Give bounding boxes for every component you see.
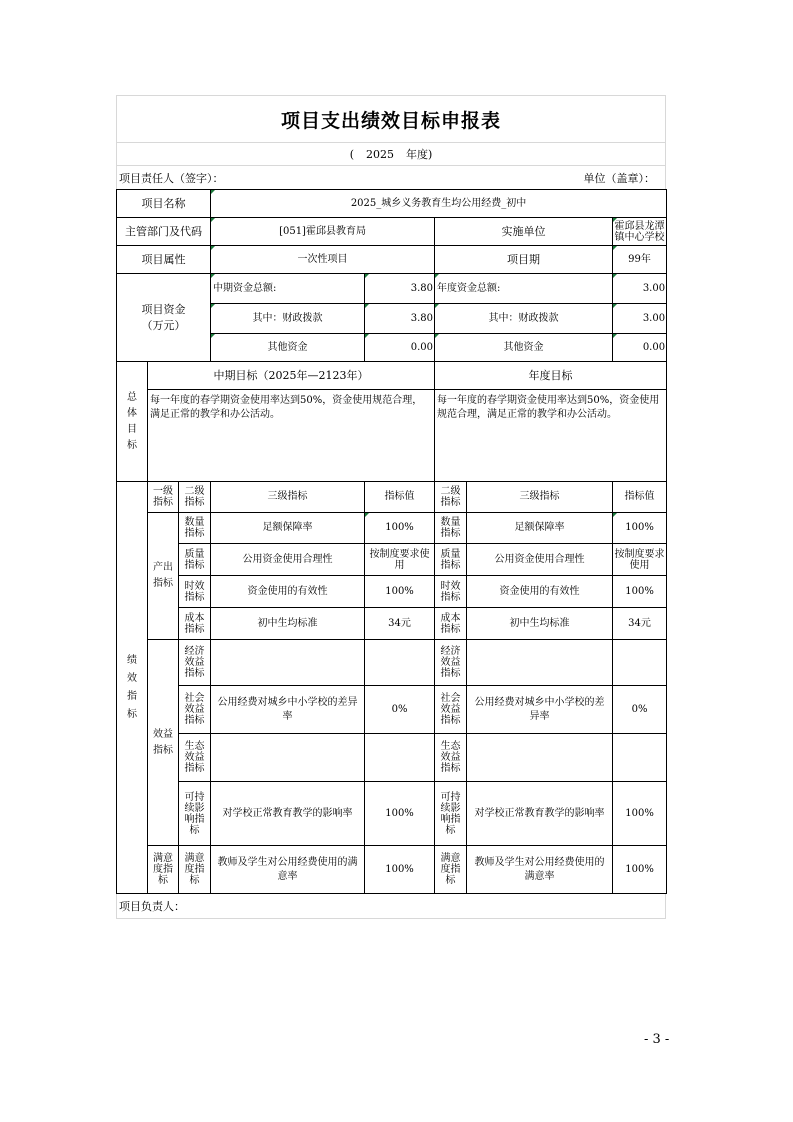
project-leader-row [116, 894, 666, 919]
row-value: 100% [365, 576, 435, 608]
annual-fiscal-value: 3.00 [613, 304, 667, 334]
row-l2-annual: 生态 效益 指标 [435, 734, 467, 782]
row-value: 100% [365, 846, 435, 894]
row-l3-annual [467, 734, 613, 782]
row-l3: 初中生均标准 [211, 608, 365, 640]
row-value-annual: 按制度要求 使用 [613, 544, 667, 576]
row-value-annual: 34元 [613, 608, 667, 640]
row-value-annual: 100% [613, 576, 667, 608]
row-l2-annual: 质量 指标 [435, 544, 467, 576]
mid-fiscal-value: 3.80 [365, 304, 435, 334]
annual-total-value: 3.00 [613, 274, 667, 304]
row-value [365, 640, 435, 686]
row-l3-annual: 教师及学生对公用经费使用的 满意率 [467, 846, 613, 894]
row-l2: 社会 效益 指标 [179, 686, 211, 734]
year-suffix: 年度) [406, 148, 433, 161]
row-l2-annual: 时效 指标 [435, 576, 467, 608]
row-value: 按制度要求使 用 [365, 544, 435, 576]
row-l2-annual: 社会 效益 指标 [435, 686, 467, 734]
mid-goal-text: 每一年度的春学期资金使用率达到50%，资金使用规范合理，满足正常的教学和办公活动。 [148, 390, 435, 482]
form-table [116, 189, 667, 894]
row-l2-annual: 满意 度指 标 [435, 846, 467, 894]
form-title: 项目支出绩效目标申报表 [116, 95, 666, 142]
row-value: 34元 [365, 608, 435, 640]
impl-unit-value: 霍邱县龙潭镇中心学校 [613, 218, 667, 246]
header-level2: 二级 指标 [179, 482, 211, 513]
year-paren: ( [349, 147, 354, 161]
row-value-annual: 100% [613, 513, 667, 544]
row-value [365, 734, 435, 782]
row-l3: 公用经费对城乡中小学校的差异 率 [211, 686, 365, 734]
row-l3-annual: 资金使用的有效性 [467, 576, 613, 608]
row-value-annual: 100% [613, 782, 667, 846]
row-l2: 数量 指标 [179, 513, 211, 544]
project-leader-label: 项目负责人： [119, 900, 185, 913]
row-l3 [211, 734, 365, 782]
impl-unit-label: 实施单位 [435, 218, 613, 246]
mid-other-value: 0.00 [365, 334, 435, 362]
row-value-annual [613, 640, 667, 686]
row-value: 100% [365, 513, 435, 544]
row-l3: 资金使用的有效性 [211, 576, 365, 608]
row-l3-annual [467, 640, 613, 686]
row-value-annual: 0% [613, 686, 667, 734]
benefit-indicator-label: 效益 指标 [148, 640, 179, 846]
row-l2: 时效 指标 [179, 576, 211, 608]
row-l2-annual: 数量 指标 [435, 513, 467, 544]
annual-other-value: 0.00 [613, 334, 667, 362]
signature-row [116, 165, 666, 189]
annual-goal-header: 年度目标 [435, 362, 667, 390]
fiscal-year-row [116, 142, 666, 165]
output-indicator-label: 产出 指标 [148, 513, 179, 640]
header-value-annual: 指标值 [613, 482, 667, 513]
project-name-label: 项目名称 [117, 190, 211, 218]
annual-fiscal-label: 其中：财政拨款 [435, 304, 613, 334]
overall-goal-label: 总 体 目 标 [117, 362, 148, 482]
row-l3-annual: 初中生均标准 [467, 608, 613, 640]
row-l2-annual: 经济 效益 指标 [435, 640, 467, 686]
header-level2-annual: 二级 指标 [435, 482, 467, 513]
row-l2: 成本 指标 [179, 608, 211, 640]
row-l3: 公用资金使用合理性 [211, 544, 365, 576]
dept-value: [051]霍邱县教育局 [211, 218, 435, 246]
row-l2: 可持 续影 响指 标 [179, 782, 211, 846]
satisfaction-indicator-label: 满意 度指 标 [148, 846, 179, 894]
attr-value: 一次性项目 [211, 246, 435, 274]
row-value-annual [613, 734, 667, 782]
row-l3: 对学校正常教育教学的影响率 [211, 782, 365, 846]
period-label: 项目期 [435, 246, 613, 274]
period-value: 99年 [613, 246, 667, 274]
annual-total-label: 年度资金总额: [435, 274, 613, 304]
row-l3: 教师及学生对公用经费使用的满 意率 [211, 846, 365, 894]
attr-label: 项目属性 [117, 246, 211, 274]
row-l2-annual: 可持 续影 响指 标 [435, 782, 467, 846]
header-level3-annual: 三级指标 [467, 482, 613, 513]
page-number: - 3 - [644, 1032, 670, 1047]
project-name-value: 2025_城乡义务教育生均公用经费_初中 [211, 190, 667, 218]
row-l2-annual: 成本 指标 [435, 608, 467, 640]
row-value: 100% [365, 782, 435, 846]
row-l2: 质量 指标 [179, 544, 211, 576]
fiscal-year: 2025 [366, 147, 394, 161]
row-l3-annual: 公用资金使用合理性 [467, 544, 613, 576]
performance-form [116, 95, 666, 919]
responsible-person-label: 项目责任人（签字）： [119, 171, 224, 185]
header-value: 指标值 [365, 482, 435, 513]
row-l3-annual: 足额保障率 [467, 513, 613, 544]
dept-label: 主管部门及代码 [117, 218, 211, 246]
mid-total-label: 中期资金总额: [211, 274, 365, 304]
annual-goal-text: 每一年度的春学期资金使用率达到50%，资金使用规范合理，满足正常的教学和办公活动。 [435, 390, 667, 482]
annual-other-label: 其他资金 [435, 334, 613, 362]
perf-indicator-label: 绩 效 指 标 [117, 482, 148, 894]
header-level1: 一级 指标 [148, 482, 179, 513]
row-value-annual: 100% [613, 846, 667, 894]
row-l2: 生态 效益 指标 [179, 734, 211, 782]
row-l3 [211, 640, 365, 686]
header-level3: 三级指标 [211, 482, 365, 513]
row-l3-annual: 公用经费对城乡中小学校的差 异率 [467, 686, 613, 734]
mid-total-value: 3.80 [365, 274, 435, 304]
funds-label: 项目资金 （万元） [117, 274, 211, 362]
row-l3: 足额保障率 [211, 513, 365, 544]
mid-fiscal-label: 其中：财政拨款 [211, 304, 365, 334]
unit-seal-label: 单位（盖章）： [583, 171, 655, 185]
row-l2: 满意 度指 标 [179, 846, 211, 894]
row-l2: 经济 效益 指标 [179, 640, 211, 686]
mid-goal-header: 中期目标（2025年—2123年） [148, 362, 435, 390]
row-value: 0% [365, 686, 435, 734]
mid-other-label: 其他资金 [211, 334, 365, 362]
row-l3-annual: 对学校正常教育教学的影响率 [467, 782, 613, 846]
